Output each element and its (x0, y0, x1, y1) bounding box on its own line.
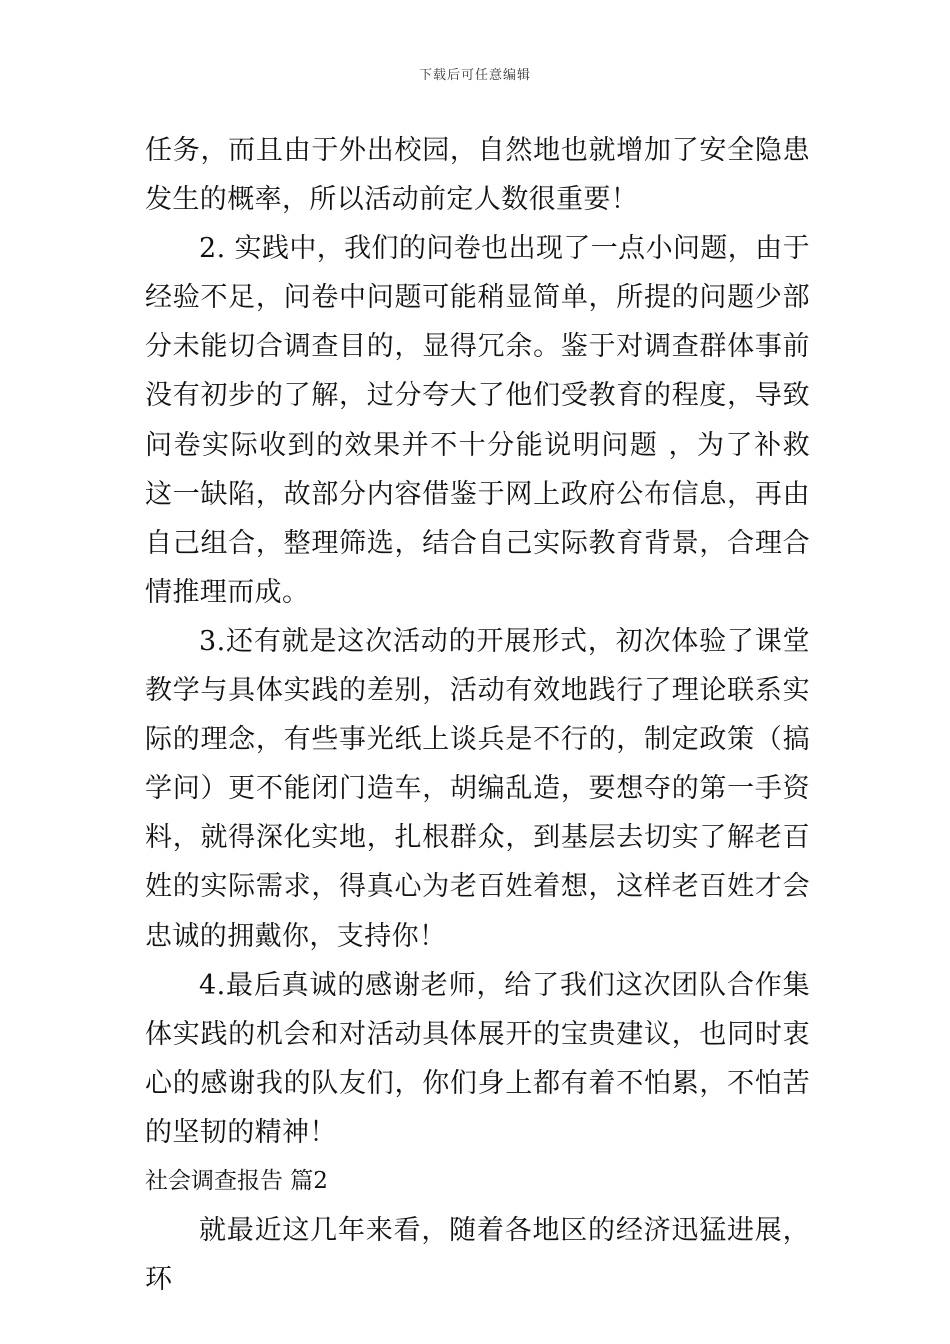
section-heading: 社会调查报告 篇2 (145, 1167, 328, 1194)
paragraph-5: 就最近这几年来看，随着各地区的经济迅猛进展，环 (145, 1215, 810, 1296)
page-header-note: 下载后可任意编辑 (418, 68, 531, 83)
paragraph-2: 2. 实践中，我们的问卷也出现了一点小问题，由于经验不足，问卷中问题可能稍显简单，所提的问题少部分未能切合调查目的，显得冗余。鉴于对调查群体事前没有初步的了解，过分夸大了他们受教育的程度，导致问卷实际收到的效果并不十分能说明问题 ，为了补救这一缺陷，故部分内容借鉴于网上政府公布信息，再由自己组合，整理筛选，结合自己实际教育背景，合理合情推理而成。 (145, 233, 810, 608)
paragraph-continued: 任务，而且由于外出校园，自然地也就增加了安全隐患发生的概率，所以活动前定人数很重要！ (145, 135, 810, 216)
document-body (145, 126, 810, 1304)
paragraph-4: 4.最后真诚的感谢老师，给了我们这次团队合作集体实践的机会和对活动具体展开的宝贵建议，也同时衷心的感谢我的队友们，你们身上都有着不怕累，不怕苦的坚韧的精神！ (145, 969, 810, 1148)
paragraph-3: 3.还有就是这次活动的开展形式，初次体验了课堂教学与具体实践的差别，活动有效地践行了理论联系实际的理念，有些事光纸上谈兵是不行的，制定政策（搞学问）更不能闭门造车，胡编乱造，要想夺的第一手资料，就得深化实地，扎根群众，到基层去切实了解老百姓的实际需求，得真心为老百姓着想，这样老百姓才会忠诚的拥戴你，支持你！ (145, 625, 810, 952)
